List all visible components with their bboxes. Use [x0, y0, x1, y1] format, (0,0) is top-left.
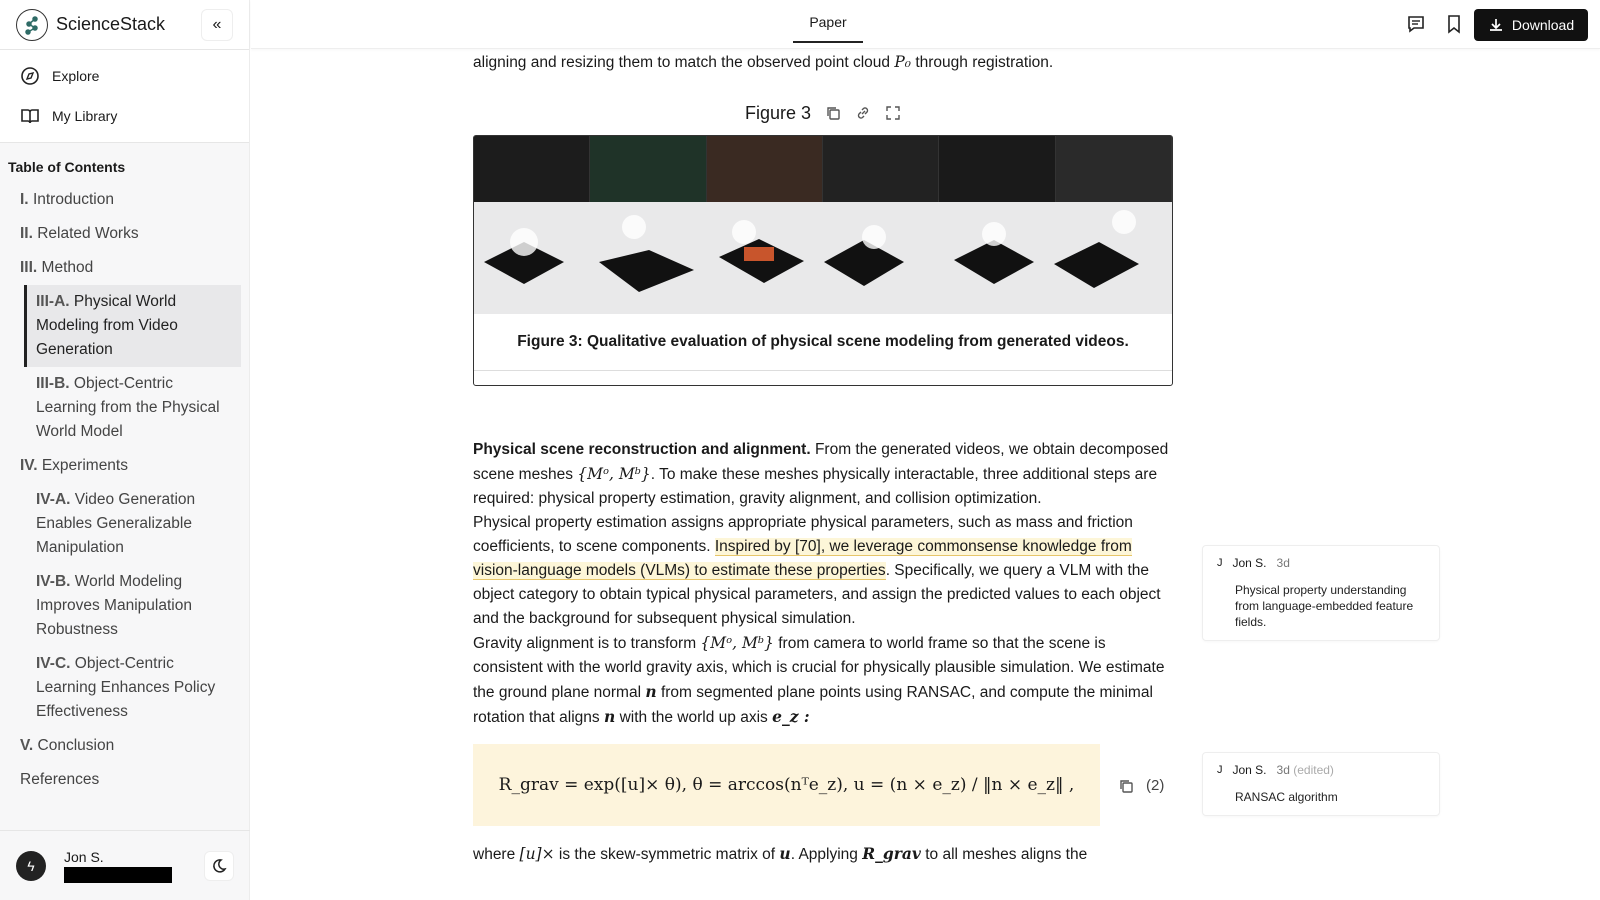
text: through registration. [915, 54, 1054, 71]
moon-icon [211, 858, 227, 874]
toc-label: Video Generation Enables Generalizable Manipulation [36, 491, 196, 556]
toc-num: IV-C. [36, 655, 71, 672]
user-bar [0, 830, 250, 900]
figure-image-scene-meshes [474, 202, 1172, 314]
main-nav [0, 50, 249, 143]
math-inline: e_z : [772, 707, 810, 726]
comment-time [1277, 763, 1334, 777]
toc-num: IV. [20, 457, 38, 474]
comment-author: Jon S. [1232, 763, 1267, 777]
copy-icon[interactable] [1118, 778, 1134, 794]
toc-label: Related Works [37, 225, 139, 242]
download-icon [1488, 17, 1504, 33]
toc-item[interactable] [0, 251, 249, 285]
bookmark-icon[interactable] [1444, 14, 1464, 34]
copy-icon[interactable] [825, 105, 841, 121]
toc-num: II. [20, 225, 33, 242]
math-inline: n [603, 707, 616, 726]
dark-mode-toggle[interactable] [204, 851, 234, 881]
download-button[interactable] [1474, 9, 1588, 41]
comments-icon[interactable] [1406, 14, 1426, 34]
toc-item-active[interactable] [24, 285, 241, 367]
sidebar [0, 0, 250, 900]
toc-num: III-A. [36, 293, 70, 310]
text: Physical property estimation assigns appropriate physical parameters, such as mass and friction coefficients, to scene components. [473, 514, 1133, 555]
logo-icon[interactable] [16, 9, 48, 41]
math-inline: u [779, 844, 791, 863]
redacted-email [64, 867, 172, 883]
comment-avatar: J [1217, 557, 1223, 569]
math-inline: {Mᵒ, Mᵇ} [700, 634, 774, 652]
app-name: ScienceStack [56, 14, 166, 34]
toc-label: Object-Centric Learning from the Physical World Model [36, 375, 220, 440]
comment-avatar: J [1217, 764, 1223, 776]
math-inline: [u]× [519, 845, 555, 863]
comment-edited: (edited) [1293, 763, 1334, 777]
link-icon[interactable] [855, 105, 871, 121]
paragraph [473, 631, 1173, 730]
figure-caption: Figure 3: Qualitative evaluation of physical scene modeling from generated videos. [474, 314, 1172, 371]
paragraph [473, 438, 1173, 511]
toc-item-references[interactable] [0, 763, 249, 797]
toc-label: Object-Centric Learning Enhances Policy Effectiveness [36, 655, 216, 720]
comment-body: Physical property understanding from language-embedded feature fields. [1235, 583, 1414, 629]
user-name: Jon S. [64, 848, 104, 865]
text: aligning and resizing them to match the observed point cloud [473, 54, 891, 71]
table-of-contents [0, 183, 249, 797]
math-inline: P₀ [894, 53, 912, 71]
figure-header [473, 101, 1173, 125]
user-avatar[interactable] [16, 851, 46, 881]
comment-author: Jon S. [1232, 556, 1267, 570]
lightning-icon: ϟ [27, 857, 35, 874]
paragraph [473, 842, 1173, 867]
toc-num: III-B. [36, 375, 70, 392]
text: to all meshes aligns the [925, 846, 1088, 863]
tab-paper[interactable]: Paper [793, 0, 863, 43]
text: with the world up axis [619, 709, 768, 726]
text: is the skew-symmetric matrix of [558, 846, 776, 863]
paragraph-heading: Physical scene reconstruction and alignment. [473, 441, 811, 458]
comment-time: 3d [1276, 556, 1290, 570]
toc-label: References [20, 771, 100, 788]
equation: R_grav = exp([u]× θ), θ = arccos(nᵀe_z), u = (n × e_z) / ‖n × e_z‖ , [473, 744, 1100, 826]
nav-my-library[interactable] [0, 96, 249, 136]
equation-number [1118, 774, 1164, 798]
download-label: Download [1511, 17, 1575, 33]
toc-item[interactable] [0, 647, 249, 729]
text: . Specifically, we query a VLM with the object category to obtain typical physical parameters, and assign the predicted values to each object and the background for subsequent physical simulation. [473, 562, 1161, 627]
nav-explore[interactable] [0, 56, 249, 96]
toc-label: Conclusion [37, 737, 115, 754]
toc-item[interactable] [0, 729, 249, 763]
nav-library-label: My Library [52, 108, 118, 124]
double-chevron-left-icon: « [212, 15, 222, 33]
nav-explore-label: Explore [52, 68, 100, 84]
toc-label: Method [41, 259, 94, 276]
toc-num: III. [20, 259, 38, 276]
math-inline: n [645, 682, 657, 701]
math-inline: {Mᵒ, Mᵇ} [577, 465, 651, 483]
text: Gravity alignment is to transform [473, 635, 697, 652]
toc-label: Experiments [41, 457, 128, 474]
figure-title: Figure 3 [744, 103, 812, 123]
toc-item[interactable] [0, 565, 249, 647]
compass-icon [20, 66, 40, 86]
toc-item[interactable] [0, 483, 249, 565]
toc-num: IV-B. [36, 573, 71, 590]
text: . To make these meshes physically interactable, three additional steps are required: physical property estimation, gravity alignment, and collision optimization. [473, 466, 1158, 507]
equation-block [473, 730, 1173, 842]
toc-item[interactable] [0, 449, 249, 483]
text: where [473, 846, 516, 863]
toc-num: I. [20, 191, 29, 208]
paragraph [473, 50, 1173, 75]
toc-item[interactable] [0, 217, 249, 251]
text: From the generated videos, we obtain decomposed scene meshes [473, 441, 1169, 483]
figure-image-video-frames [474, 136, 1172, 202]
toc-item[interactable] [0, 367, 249, 449]
toc-num: V. [20, 737, 34, 754]
comment-time-value: 3d [1276, 763, 1290, 777]
comment-body: RANSAC algorithm [1235, 790, 1338, 804]
book-icon [20, 106, 40, 126]
toc-title: Table of Contents [8, 159, 126, 175]
highlighted-annotation[interactable]: Inspired by [70], we leverage commonsense knowledge from vision-language models (VLMs) to estimate these properties [473, 538, 1132, 579]
paper-content [473, 49, 1173, 867]
comment-card[interactable] [1202, 545, 1440, 641]
collapse-sidebar-button[interactable] [201, 9, 233, 41]
figure-3 [473, 135, 1173, 386]
toc-label: Physical World Modeling from Video Generation [36, 293, 178, 358]
toc-label: World Modeling Improves Manipulation Robustness [36, 573, 192, 638]
text: . Applying [790, 846, 858, 863]
text: from camera to world frame so that the scene is consistent with the world gravity axis, which is crucial for physically plausible simulation. We estimate the ground plane normal [473, 635, 1165, 701]
toc-item[interactable] [0, 183, 249, 217]
toc-label: Introduction [32, 191, 114, 208]
equation-number-label: (2) [1146, 777, 1165, 794]
text: from segmented plane points using RANSAC, and compute the minimal rotation that aligns [473, 684, 1153, 726]
math-inline: R_grav [862, 844, 921, 863]
top-bar [251, 0, 1600, 49]
toc-num: IV-A. [36, 491, 71, 508]
expand-icon[interactable] [885, 105, 901, 121]
paragraph [473, 511, 1173, 631]
comment-card[interactable] [1202, 752, 1440, 816]
brand-header [0, 0, 249, 50]
